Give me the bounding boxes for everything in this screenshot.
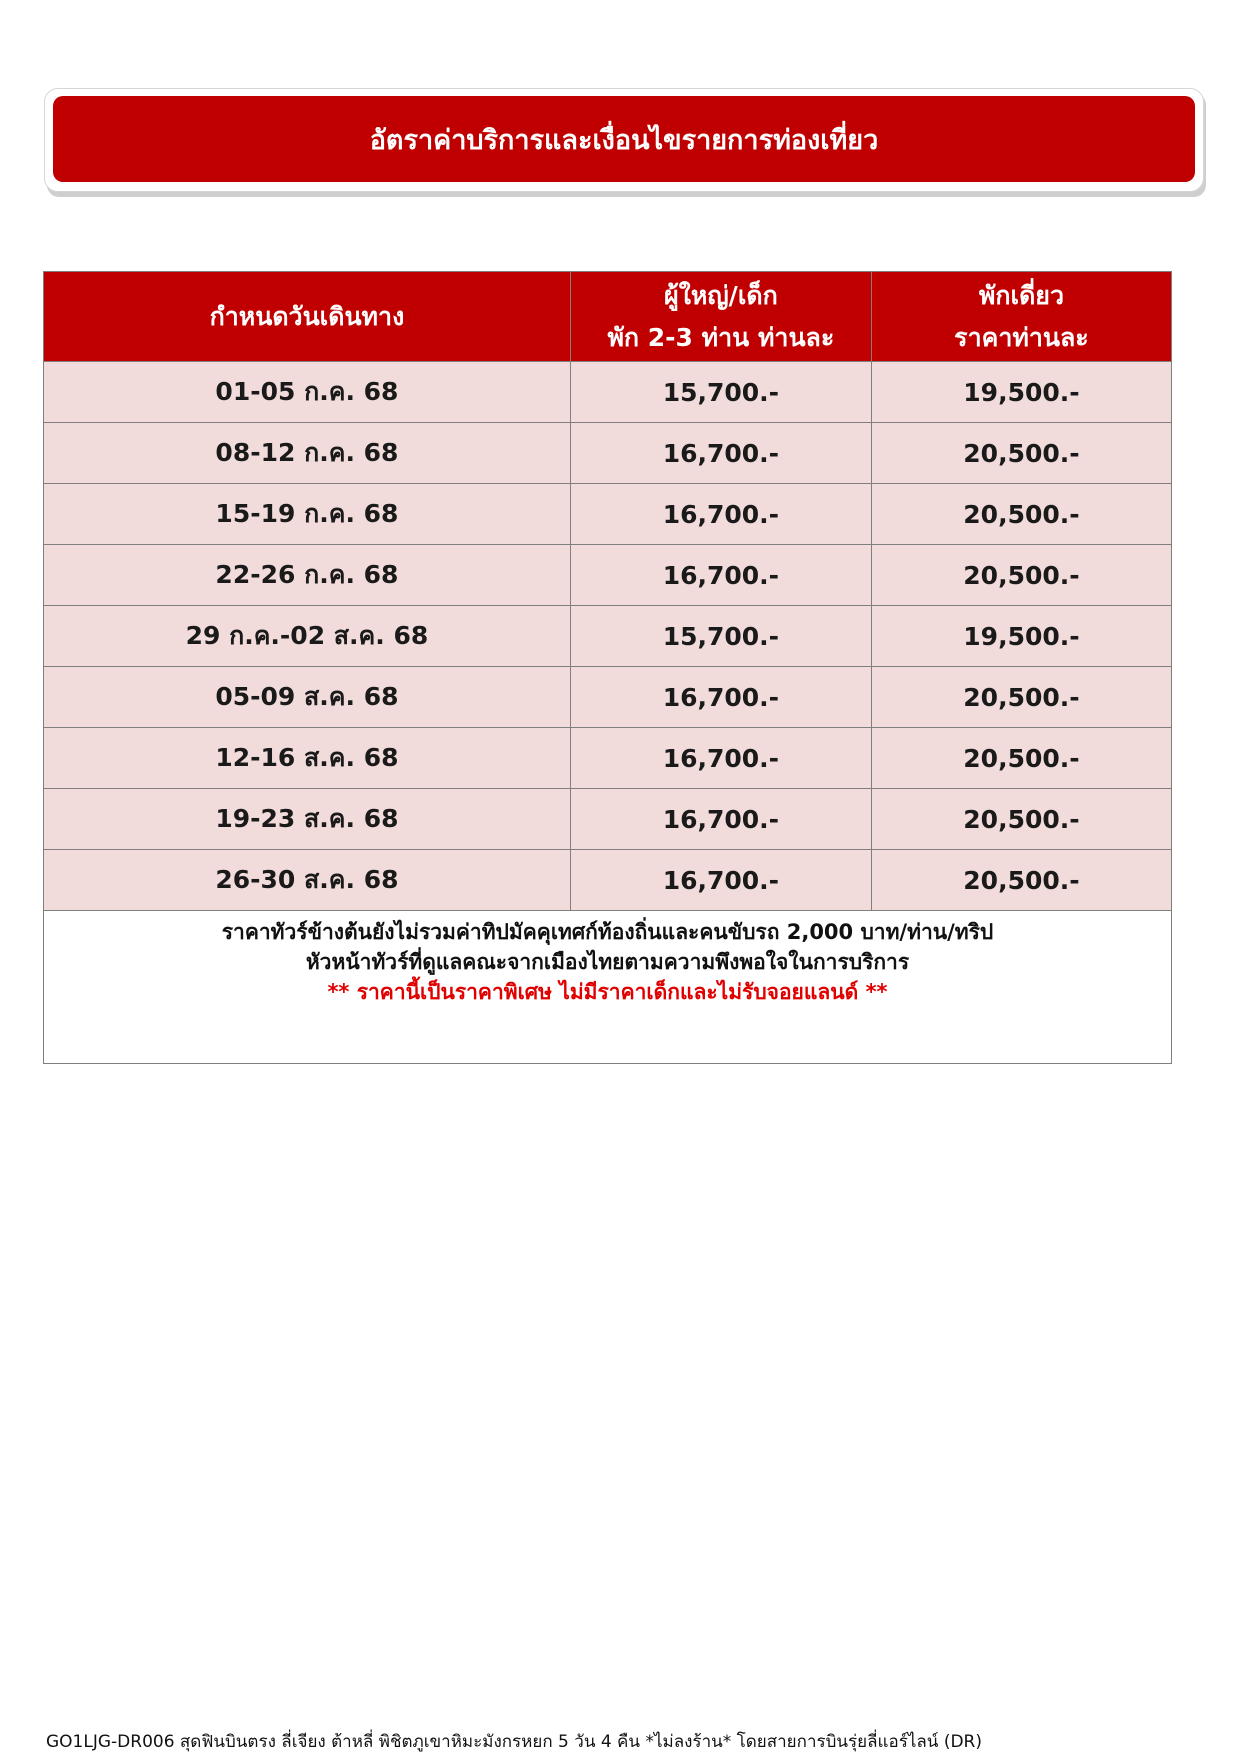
adult-price-cell: 15,700.- (570, 362, 871, 423)
header-single-room: พักเดี่ยว ราคาท่านละ (871, 272, 1171, 362)
notes-cell (44, 911, 1172, 1064)
single-price-cell: 20,500.- (871, 728, 1171, 789)
adult-price-cell: 16,700.- (570, 484, 871, 545)
single-price-cell: 19,500.- (871, 606, 1171, 667)
adult-price-cell: 16,700.- (570, 728, 871, 789)
single-price-cell: 20,500.- (871, 545, 1171, 606)
table-row (44, 667, 1172, 728)
table-row (44, 423, 1172, 484)
table-row (44, 606, 1172, 667)
travel-date-cell: 12-16 ส.ค. 68 (44, 728, 571, 789)
single-price-cell: 19,500.- (871, 362, 1171, 423)
notes-row (44, 911, 1172, 1064)
note-special-price: ** ราคานี้เป็นราคาพิเศษ ไม่มีราคาเด็กและไม่รับจอยแลนด์ ** (327, 980, 888, 1004)
banner-title: อัตราค่าบริการและเงื่อนไขรายการท่องเที่ยว (53, 96, 1195, 182)
table-row (44, 728, 1172, 789)
travel-date-cell: 08-12 ก.ค. 68 (44, 423, 571, 484)
single-price-cell: 20,500.- (871, 423, 1171, 484)
travel-date-cell: 26-30 ส.ค. 68 (44, 850, 571, 911)
adult-price-cell: 16,700.- (570, 789, 871, 850)
table-row (44, 789, 1172, 850)
single-price-cell: 20,500.- (871, 850, 1171, 911)
adult-price-cell: 16,700.- (570, 850, 871, 911)
single-price-cell: 20,500.- (871, 667, 1171, 728)
single-price-cell: 20,500.- (871, 789, 1171, 850)
travel-date-cell: 15-19 ก.ค. 68 (44, 484, 571, 545)
note-tip-exclusion: ราคาทัวร์ข้างต้นยังไม่รวมค่าทิปมัคคุเทศก์ท้องถิ่นและคนขับรถ 2,000 บาท/ท่าน/ทริป (221, 920, 994, 944)
table-header-row (44, 272, 1172, 362)
travel-date-cell: 01-05 ก.ค. 68 (44, 362, 571, 423)
page-footer: GO1LJG-DR006 สุดฟินบินตรง ลี่เจียง ต้าหลี่ พิชิตภูเขาหิมะมังกรหยก 5 วัน 4 คืน *ไม่ลงร้าน* โดยสายการบินรุ่ยลี่แอร์ไลน์ (DR) (46, 1732, 982, 1752)
travel-date-cell: 05-09 ส.ค. 68 (44, 667, 571, 728)
table-row (44, 484, 1172, 545)
travel-date-cell: 22-26 ก.ค. 68 (44, 545, 571, 606)
adult-price-cell: 16,700.- (570, 667, 871, 728)
header-travel-date: กำหนดวันเดินทาง (44, 272, 571, 362)
adult-price-cell: 16,700.- (570, 423, 871, 484)
travel-date-cell: 29 ก.ค.-02 ส.ค. 68 (44, 606, 571, 667)
table-row (44, 850, 1172, 911)
adult-price-cell: 16,700.- (570, 545, 871, 606)
note-tour-leader: หัวหน้าทัวร์ที่ดูแลคณะจากเมืองไทยตามความพึงพอใจในการบริการ (305, 950, 910, 974)
single-price-cell: 20,500.- (871, 484, 1171, 545)
header-adult-child: ผู้ใหญ่/เด็ก พัก 2-3 ท่าน ท่านละ (570, 272, 871, 362)
travel-date-cell: 19-23 ส.ค. 68 (44, 789, 571, 850)
price-table (43, 271, 1172, 1064)
table-row (44, 362, 1172, 423)
adult-price-cell: 15,700.- (570, 606, 871, 667)
table-row (44, 545, 1172, 606)
page-banner (44, 88, 1204, 192)
